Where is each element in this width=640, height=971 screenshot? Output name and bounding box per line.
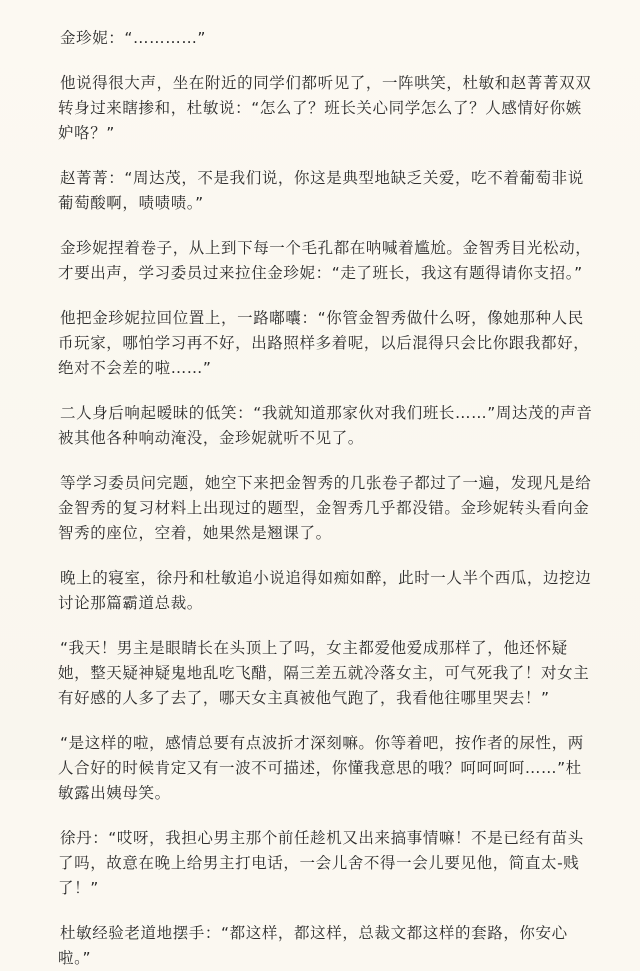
paragraph-6: 二人身后响起暧昧的低笑：“我就知道那家伙对我们班长……”周达茂的声音被其他各种响动淹没，金珍妮就听不见了。 <box>58 404 593 447</box>
paragraph-10: “是这样的啦，感情总要有点波折才深刻嘛。你等着吧，按作者的尿性，两人合好的时候肯定又有一波不可描述，你懂我意思的哦？呵呵呵呵……”杜敏露出姨母笑。 <box>58 734 584 802</box>
paragraph-3: 赵菁菁：“周达茂，不是我们说，你这是典型地缺乏关爱，吃不着葡萄非说葡萄酸啊，啧啧啧。” <box>58 169 584 212</box>
paragraph-11: 徐丹：“哎呀，我担心男主那个前任趁机又出来搞事情嘛！不是已经有苗头了吗，故意在晚上给男主打电话，一会儿舍不得一会儿要见他，简直太-贱了！” <box>58 829 584 897</box>
paragraph-9: “我天！男主是眼睛长在头顶上了吗，女主都爱他爱成那样了，他还怀疑她，整天疑神疑鬼地乱吃飞醋，隔三差五就冷落女主，可气死我了！对女主有好感的人多了去了，哪天女主真被他气跑了，我看他往哪里哭去！” <box>58 639 590 707</box>
paragraph-4: 金珍妮捏着卷子，从上到下每一个毛孔都在呐喊着尴尬。金智秀目光松动，才要出声，学习委员过来拉住金珍妮：“走了班长，我这有题得请你支招。” <box>58 239 592 282</box>
paragraph-1: 金珍妮：“…………” <box>60 29 207 47</box>
paragraph-2: 他说得很大声，坐在附近的同学们都听见了，一阵哄笑，杜敏和赵菁菁双双转身过来瞎掺和，杜敏说：“怎么了？班长关心同学怎么了？人感情好你嫉妒咯？” <box>58 74 592 142</box>
paragraph-5: 他把金珍妮拉回位置上，一路嘟囔：“你管金智秀做什么呀，像她那种人民币玩家，哪怕学习再不好，出路照样多着呢，以后混得只会比你跟我都好，绝对不会差的啦……” <box>58 309 590 377</box>
paragraph-7: 等学习委员问完题，她空下来把金智秀的几张卷子都过了一遍，发现凡是给金智秀的复习材料上出现过的题型，金智秀几乎都没错。金珍妮转头看向金智秀的座位，空着，她果然是翘课了。 <box>58 474 592 542</box>
paragraph-8: 晚上的寝室，徐丹和杜敏追小说追得如痴如醉，此时一人半个西瓜，边挖边讨论那篇霸道总裁。 <box>58 569 592 612</box>
paragraph-12: 杜敏经验老道地摆手：“都这样，都这样，总裁文都这样的套路，你安心啦。” <box>58 924 568 967</box>
